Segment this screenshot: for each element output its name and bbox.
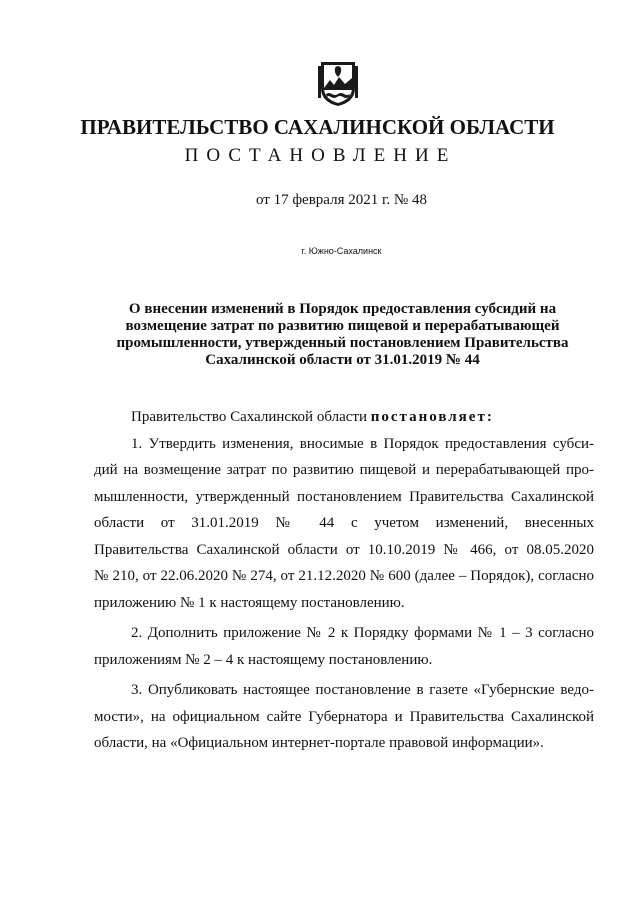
paragraph-line: 3. Опубликовать настоящее постановление в газете «Губернские ведо- — [131, 682, 594, 698]
paragraph-line: дий на возмещение затрат по развитию пищевой и перерабатывающей про- — [94, 462, 594, 478]
paragraph-line: приложению № 1 к настоящему постановлению. — [94, 594, 405, 611]
subject-line: возмещение затрат по развитию пищевой и перерабатывающей — [125, 318, 560, 334]
paragraph-line: области от 31.01.2019 № 44 с учетом изменений, внесенных — [94, 515, 594, 531]
paragraph-line: приложениям № 2 – 4 к настоящему постановлению. — [94, 651, 433, 668]
coat-of-arms-icon — [318, 58, 358, 108]
preamble-verb: постановляет: — [370, 409, 494, 425]
paragraph-line: 1. Утвердить изменения, вносимые в Порядок предоставления субси- — [131, 435, 594, 452]
paragraph-line: Правительства Сахалинской области от 10.10.2019 № 466, от 08.05.2020 — [94, 541, 594, 558]
document-type: ПОСТАНОВЛЕНИЕ — [184, 145, 457, 166]
paragraph-line: № 210, от 22.06.2020 № 274, от 21.12.2020 № 600 (далее – Порядок), согласно — [94, 568, 594, 584]
paragraph-line: мости», на официальном сайте Губернатора и Правительства Сахалинской — [94, 708, 594, 725]
document-city: г. Южно-Сахалинск — [301, 246, 382, 256]
paragraph-line: мышленности, утвержденный постановлением Правительства Сахалинской — [94, 488, 594, 505]
document-subject — [90, 301, 595, 369]
subject-line: О внесении изменений в Порядок предоставления субсидий на — [128, 301, 557, 317]
paragraph-line: 2. Дополнить приложение № 2 к Порядку формами № 1 – 3 согласно — [131, 625, 594, 641]
document-date-number: от 17 февраля 2021 г. № 48 — [255, 192, 427, 208]
paragraph-line: области, на «Официальном интернет-портале правовой информации». — [94, 735, 544, 751]
organization-title: ПРАВИТЕЛЬСТВО САХАЛИНСКОЙ ОБЛАСТИ — [80, 115, 555, 139]
document-body — [94, 404, 594, 757]
subject-line: Сахалинской области от 31.01.2019 № 44 — [205, 352, 480, 368]
preamble — [94, 404, 594, 431]
subject-line: промышленности, утвержденный постановлением Правительства — [116, 335, 569, 351]
preamble-text: Правительство Сахалинской области — [131, 409, 367, 425]
